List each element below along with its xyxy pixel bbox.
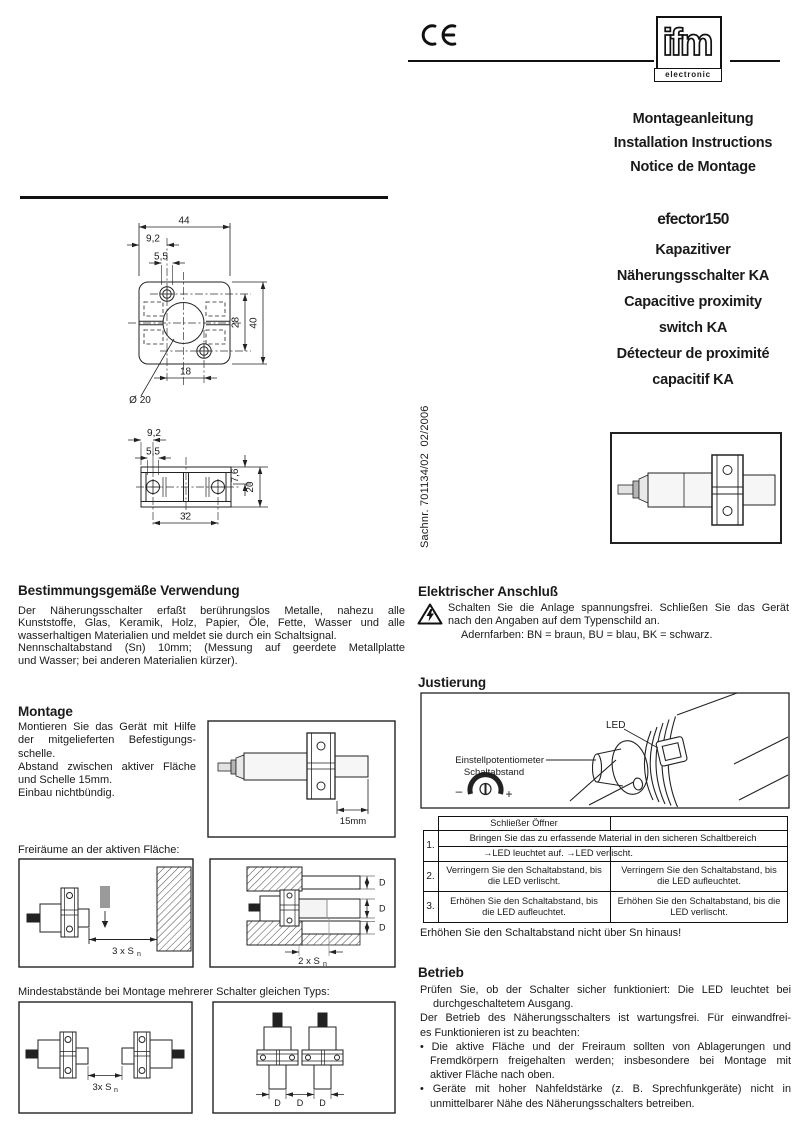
doc-title-en: Installation Instructions	[613, 135, 773, 151]
table-cell-span: Bringen Sie das zu erfassende Material in den sicheren Schaltbereich	[469, 832, 757, 843]
product-title-line: switch KA	[658, 320, 728, 336]
min-distance-figure-parallel	[212, 1001, 396, 1114]
gap-label-d: D	[296, 1098, 304, 1108]
text-line: • Geräte mit hoher Nahfeldstärke (z. B. Sprechfunkgeräte) nicht in	[420, 1083, 791, 1096]
text-line: Nennschaltabstand (Sn) 10mm; (Messung auf geerdete Metallplatte	[18, 642, 405, 655]
text-line: Der Betrieb des Näherungsschalters ist wartungsfrei. Für einwandfrei-	[420, 1012, 791, 1025]
dim-3xsn: 3x S	[92, 1082, 112, 1093]
gap-label-d: D	[319, 1098, 326, 1108]
min-distance-figure-facing	[18, 1001, 193, 1114]
warning-icon	[417, 602, 443, 626]
table-header: Schließer Öffner	[490, 817, 558, 828]
dim-hole-offset: 9,2	[146, 233, 160, 245]
ifm-logo-letters	[658, 18, 715, 63]
text-line: und Wasser; bei anderen Materialien kürzer).	[18, 654, 238, 667]
ifm-logo-electronic: electronic	[654, 68, 722, 82]
betrieb-text	[420, 983, 791, 1111]
caption-clearance: Freiräume an der aktiven Fläche:	[18, 844, 180, 856]
doc-title-fr: Notice de Montage	[630, 159, 756, 175]
product-title-line: Näherungsschalter KA	[616, 268, 770, 284]
text-line: und Schelle 15mm.	[18, 774, 113, 787]
table-cell-closer: Erhöhen Sie den Schaltabstand, bis die LED aufleuchtet.	[450, 895, 598, 917]
text-line: Einbau nichtbündig.	[18, 787, 115, 800]
minus-label: –	[455, 784, 463, 798]
text-line: Schalten Sie die Anlage spannungsfrei. Schließen Sie das Gerät	[448, 602, 789, 614]
dim-clamp-distance: 15mm	[339, 816, 367, 827]
text-line: wasserhaltigen Materialien und meldet sie durch ein Schaltsignal.	[18, 629, 337, 642]
text-line: Abstand zwischen aktiver Fläche	[18, 760, 196, 773]
text-line: Prüfen Sie, ob der Schalter sicher funktioniert: Die LED leuchtet bei	[420, 984, 791, 996]
text-line: schelle.	[18, 747, 56, 760]
verwendung-text	[18, 605, 405, 667]
text-line: durchgeschaltetem Ausgang.	[433, 998, 574, 1011]
ifm-logo	[656, 16, 722, 70]
dim-2xsn: 2 x S	[298, 956, 320, 967]
dim-depth: 20	[245, 481, 256, 493]
dim-2xsn-sub: n	[323, 961, 327, 968]
dim-slot-width: 5,5	[154, 251, 168, 263]
dim-3xsn-sub: n	[137, 951, 141, 958]
montage-text	[18, 721, 196, 801]
text-line: es Funktionieren ist zu beachten:	[420, 1026, 580, 1039]
table-cell-opener: Verringern Sie den Schaltabstand, bis die LED aufleuchtet.	[621, 865, 777, 886]
product-title-block	[604, 237, 782, 393]
gap-label-d: D	[379, 903, 386, 914]
section-title-montage: Montage	[18, 704, 73, 719]
table-row-number: 2.	[426, 870, 435, 882]
clamp-top-view-drawing	[120, 413, 310, 563]
dim-slot-width: 5,5	[146, 446, 160, 458]
clearance-figure-recess	[209, 858, 396, 968]
dim-3xsn: 3 x S	[112, 946, 134, 957]
ce-mark-icon	[414, 22, 458, 48]
falling-object	[100, 886, 110, 908]
header-divider-right	[730, 60, 780, 62]
adjustment-note: Erhöhen Sie den Schaltabstand nicht über Sn hinaus!	[420, 927, 682, 939]
schaltabstand-label: Schaltabstand	[463, 767, 525, 778]
dim-hole-h-dist: 18	[179, 366, 192, 378]
gap-label-d: D	[379, 877, 386, 888]
table-row-number: 1.	[426, 840, 435, 851]
table-cell-span: →LED leuchtet auf. →LED verlischt.	[483, 848, 633, 859]
justierung-figure	[420, 692, 790, 809]
gap-label-d: D	[274, 1098, 281, 1108]
dim-height: 40	[248, 317, 260, 329]
dim-hole-v-dist: 28	[230, 316, 242, 329]
text-line: Kunststoffe, Glas, Keramik, Holz, Papier, Öle, Fette, Wasser und alle	[18, 617, 405, 630]
text-line: Fremdkörpern freigehalten werden; insbesondere bei Montage mit	[430, 1055, 791, 1068]
text-line: • Die aktive Fläche und der Freiraum sollten von Ablagerungen und	[420, 1040, 791, 1053]
section-title-justierung: Justierung	[418, 675, 487, 690]
left-top-rule	[20, 196, 388, 199]
text-line: der mitgelieferten Befestigungs-	[18, 734, 196, 747]
product-title-line: Détecteur de proximité	[616, 346, 770, 362]
caption-min-distance: Mindestabstände bei Montage mehrerer Schalter gleichen Typs:	[18, 986, 330, 998]
table-row-number: 3.	[426, 901, 435, 912]
led-window	[656, 736, 688, 766]
product-title-line: Kapazitiver	[655, 242, 731, 258]
text-line: Montieren Sie das Gerät mit Hilfe	[18, 721, 196, 733]
text-line: nach den Angaben auf dem Typenschild an.	[448, 615, 660, 628]
doc-number-vertical: Sachnr. 701134/02 02/2006	[419, 405, 431, 548]
montage-figure	[207, 720, 396, 838]
plus-label: +	[505, 787, 513, 801]
header-divider-left	[408, 60, 654, 62]
doc-title-block	[604, 107, 782, 179]
text-line: Der Näherungsschalter erfaßt berührungslos Metalle, nahezu alle	[18, 605, 405, 617]
table-cell-closer: Verringern Sie den Schaltabstand, bis die LED verlischt.	[446, 865, 602, 886]
potentiometer-label: Einstellpotentiometer	[455, 755, 544, 766]
ifm-logo-text: ifm	[662, 22, 711, 63]
clamp-front-view-drawing	[120, 210, 310, 410]
text-line: unmittelbarer Nähe des Näherungsschalters betreiben.	[430, 1097, 695, 1110]
dim-3xsn-sub: n	[114, 1087, 118, 1094]
adjustment-table	[423, 816, 789, 923]
product-title-line: Capacitive proximity	[624, 294, 762, 310]
clearance-figure-wall	[18, 858, 194, 968]
section-title-anschluss: Elektrischer Anschluß	[418, 584, 558, 599]
efector-logo: efector150	[657, 211, 729, 228]
dim-bore-dia: Ø 20	[129, 395, 151, 406]
dim-depth-offset: 7,6	[230, 468, 241, 483]
led-label: LED	[606, 720, 626, 731]
section-title-verwendung: Bestimmungsgemäße Verwendung	[18, 583, 240, 598]
section-title-betrieb: Betrieb	[418, 965, 464, 980]
text-line: aktiver Fläche nach oben.	[430, 1069, 555, 1082]
doc-title-de: Montageanleitung	[632, 111, 754, 127]
dim-width: 44	[178, 215, 190, 227]
product-image	[610, 432, 782, 544]
anschluss-text	[448, 602, 789, 642]
dim-hole-dist: 32	[179, 511, 192, 523]
table-cell-opener: Erhöhen Sie den Schaltabstand, bis die LED verlischt.	[617, 895, 781, 917]
product-title-line: capacitif KA	[652, 372, 734, 388]
gap-label-d: D	[379, 922, 386, 933]
text-line: Adernfarben: BN = braun, BU = blau, BK = schwarz.	[461, 628, 713, 641]
dim-hole-offset: 9,2	[147, 428, 161, 439]
